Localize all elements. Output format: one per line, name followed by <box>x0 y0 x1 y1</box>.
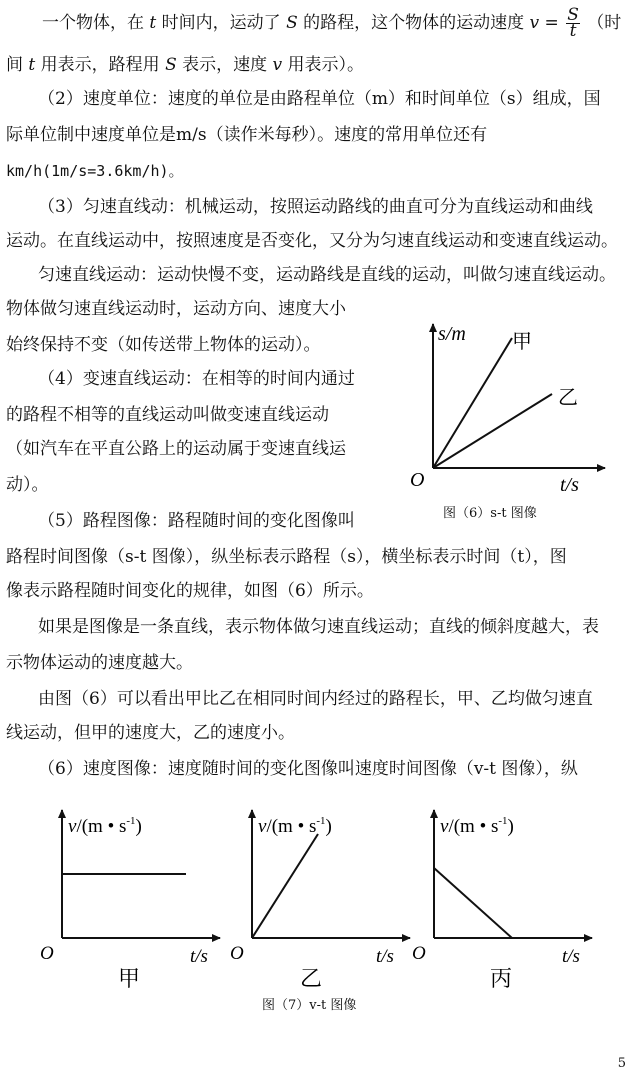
x-axis-label: t/s <box>562 946 580 967</box>
text: 时间内，运动了 <box>161 13 281 33</box>
vt-graph-yi <box>230 810 410 991</box>
line-jia-label: 甲 <box>512 331 532 353</box>
line-jia <box>433 338 512 468</box>
y-axis-label: v/(m • $s^{-1}$) <box>68 815 142 837</box>
text-line-2 <box>6 54 364 76</box>
text-line-5: km/h(1m/s=3.6km/h)。 <box>6 162 184 180</box>
figure-6-st-graph <box>400 318 620 498</box>
y-axis-label: s/m <box>438 323 466 345</box>
y-axis-label: v/(m • $s^{-1}$) <box>440 815 514 837</box>
text: 一个物体，在 <box>42 13 144 33</box>
figure-7-vt-graphs <box>30 802 600 992</box>
figure-6-caption: 图（6）s-t 图像 <box>443 506 537 521</box>
vt-graph-bing <box>412 810 592 991</box>
text: 的路程，这个物体的运动速度 <box>303 13 525 33</box>
text: 表示，速度 <box>182 55 268 75</box>
x-axis-label: t/s <box>560 474 579 496</box>
text-line-14: 动）。 <box>6 475 49 495</box>
line-yi <box>433 394 552 468</box>
origin-label: O <box>410 469 425 491</box>
velocity-line <box>434 868 512 938</box>
text-line-18: 如果是图像是一条直线，表示物体做匀速直线运动；直线的倾斜度越大，表 <box>38 617 599 637</box>
var-v: v <box>272 55 283 75</box>
text-line-10: 始终保持不变（如传送带上物体的运动）。 <box>6 335 321 355</box>
text-line-9: 物体做匀速直线运动时，运动方向、速度大小 <box>6 299 346 319</box>
graph-label-yi: 乙 <box>300 966 323 991</box>
text-line-13: （如汽车在平直公路上的运动属于变速直线运 <box>6 439 346 459</box>
text-line-11: （4）变速直线运动：在相等的时间内通过 <box>38 369 355 389</box>
text-line-17: 像表示路程随时间变化的规律，如图（6）所示。 <box>6 581 374 601</box>
var-t: t <box>149 13 157 33</box>
x-axis-label: t/s <box>190 946 208 967</box>
formula-numerator: S <box>567 5 579 25</box>
figure-7-caption: 图（7）v-t 图像 <box>262 998 357 1013</box>
text-line-7: 运动。在直线运动中，按照速度是否变化，又分为匀速直线运动和变速直线运动。 <box>6 231 618 251</box>
origin-label: O <box>412 943 426 964</box>
text-line-15: （5）路程图像：路程随时间的变化图像叫 <box>38 511 355 531</box>
origin-label: O <box>230 943 244 964</box>
text: （时 <box>587 13 622 33</box>
text-line-21: 线运动，但甲的速度大，乙的速度小。 <box>6 723 295 743</box>
text-line-3: （2）速度单位：速度的单位是由路程单位（m）和时间单位（s）组成，国 <box>38 89 601 109</box>
velocity-line <box>252 834 318 938</box>
text-line-1 <box>42 5 622 41</box>
formula-fraction <box>566 5 580 41</box>
text-line-6: （3）匀速直线动：机械运动，按照运动路线的曲直可分为直线运动和曲线 <box>38 197 593 217</box>
page-number: 5 <box>617 1056 626 1071</box>
origin-label: O <box>40 943 54 964</box>
vt-graph-jia <box>40 810 220 991</box>
text-line-12: 的路程不相等的直线运动叫做变速直线运动 <box>6 405 329 425</box>
y-axis-label: v/(m • $s^{-1}$) <box>258 815 332 837</box>
text: 用表示）。 <box>287 55 365 75</box>
x-axis-label: t/s <box>376 946 394 967</box>
text-line-20: 由图（6）可以看出甲比乙在相同时间内经过的路程长，甲、乙均做匀速直 <box>38 689 593 709</box>
var-t: t <box>28 55 36 75</box>
graph-label-jia: 甲 <box>118 966 141 991</box>
var-s: S <box>286 13 298 33</box>
line-yi-label: 乙 <box>558 387 578 409</box>
text-line-4: 际单位制中速度单位是m/s（读作米每秒）。速度的常用单位还有 <box>6 125 488 145</box>
var-s: S <box>165 55 177 75</box>
formula-lhs: v = <box>529 13 559 33</box>
text-line-8: 匀速直线运动：运动快慢不变，运动路线是直线的运动，叫做匀速直线运动。 <box>38 265 616 285</box>
graph-label-bing: 丙 <box>490 966 513 991</box>
text: 间 <box>6 55 23 75</box>
formula-denominator: t <box>569 21 577 41</box>
text-line-16: 路程时间图像（s-t 图像），纵坐标表示路程（s），横坐标表示时间（t），图 <box>6 547 567 567</box>
text: 用表示，路程用 <box>40 55 160 75</box>
text-line-22: （6）速度图像：速度随时间的变化图像叫速度时间图像（v-t 图像），纵 <box>38 759 578 779</box>
text-line-19: 示物体运动的速度越大。 <box>6 653 193 673</box>
